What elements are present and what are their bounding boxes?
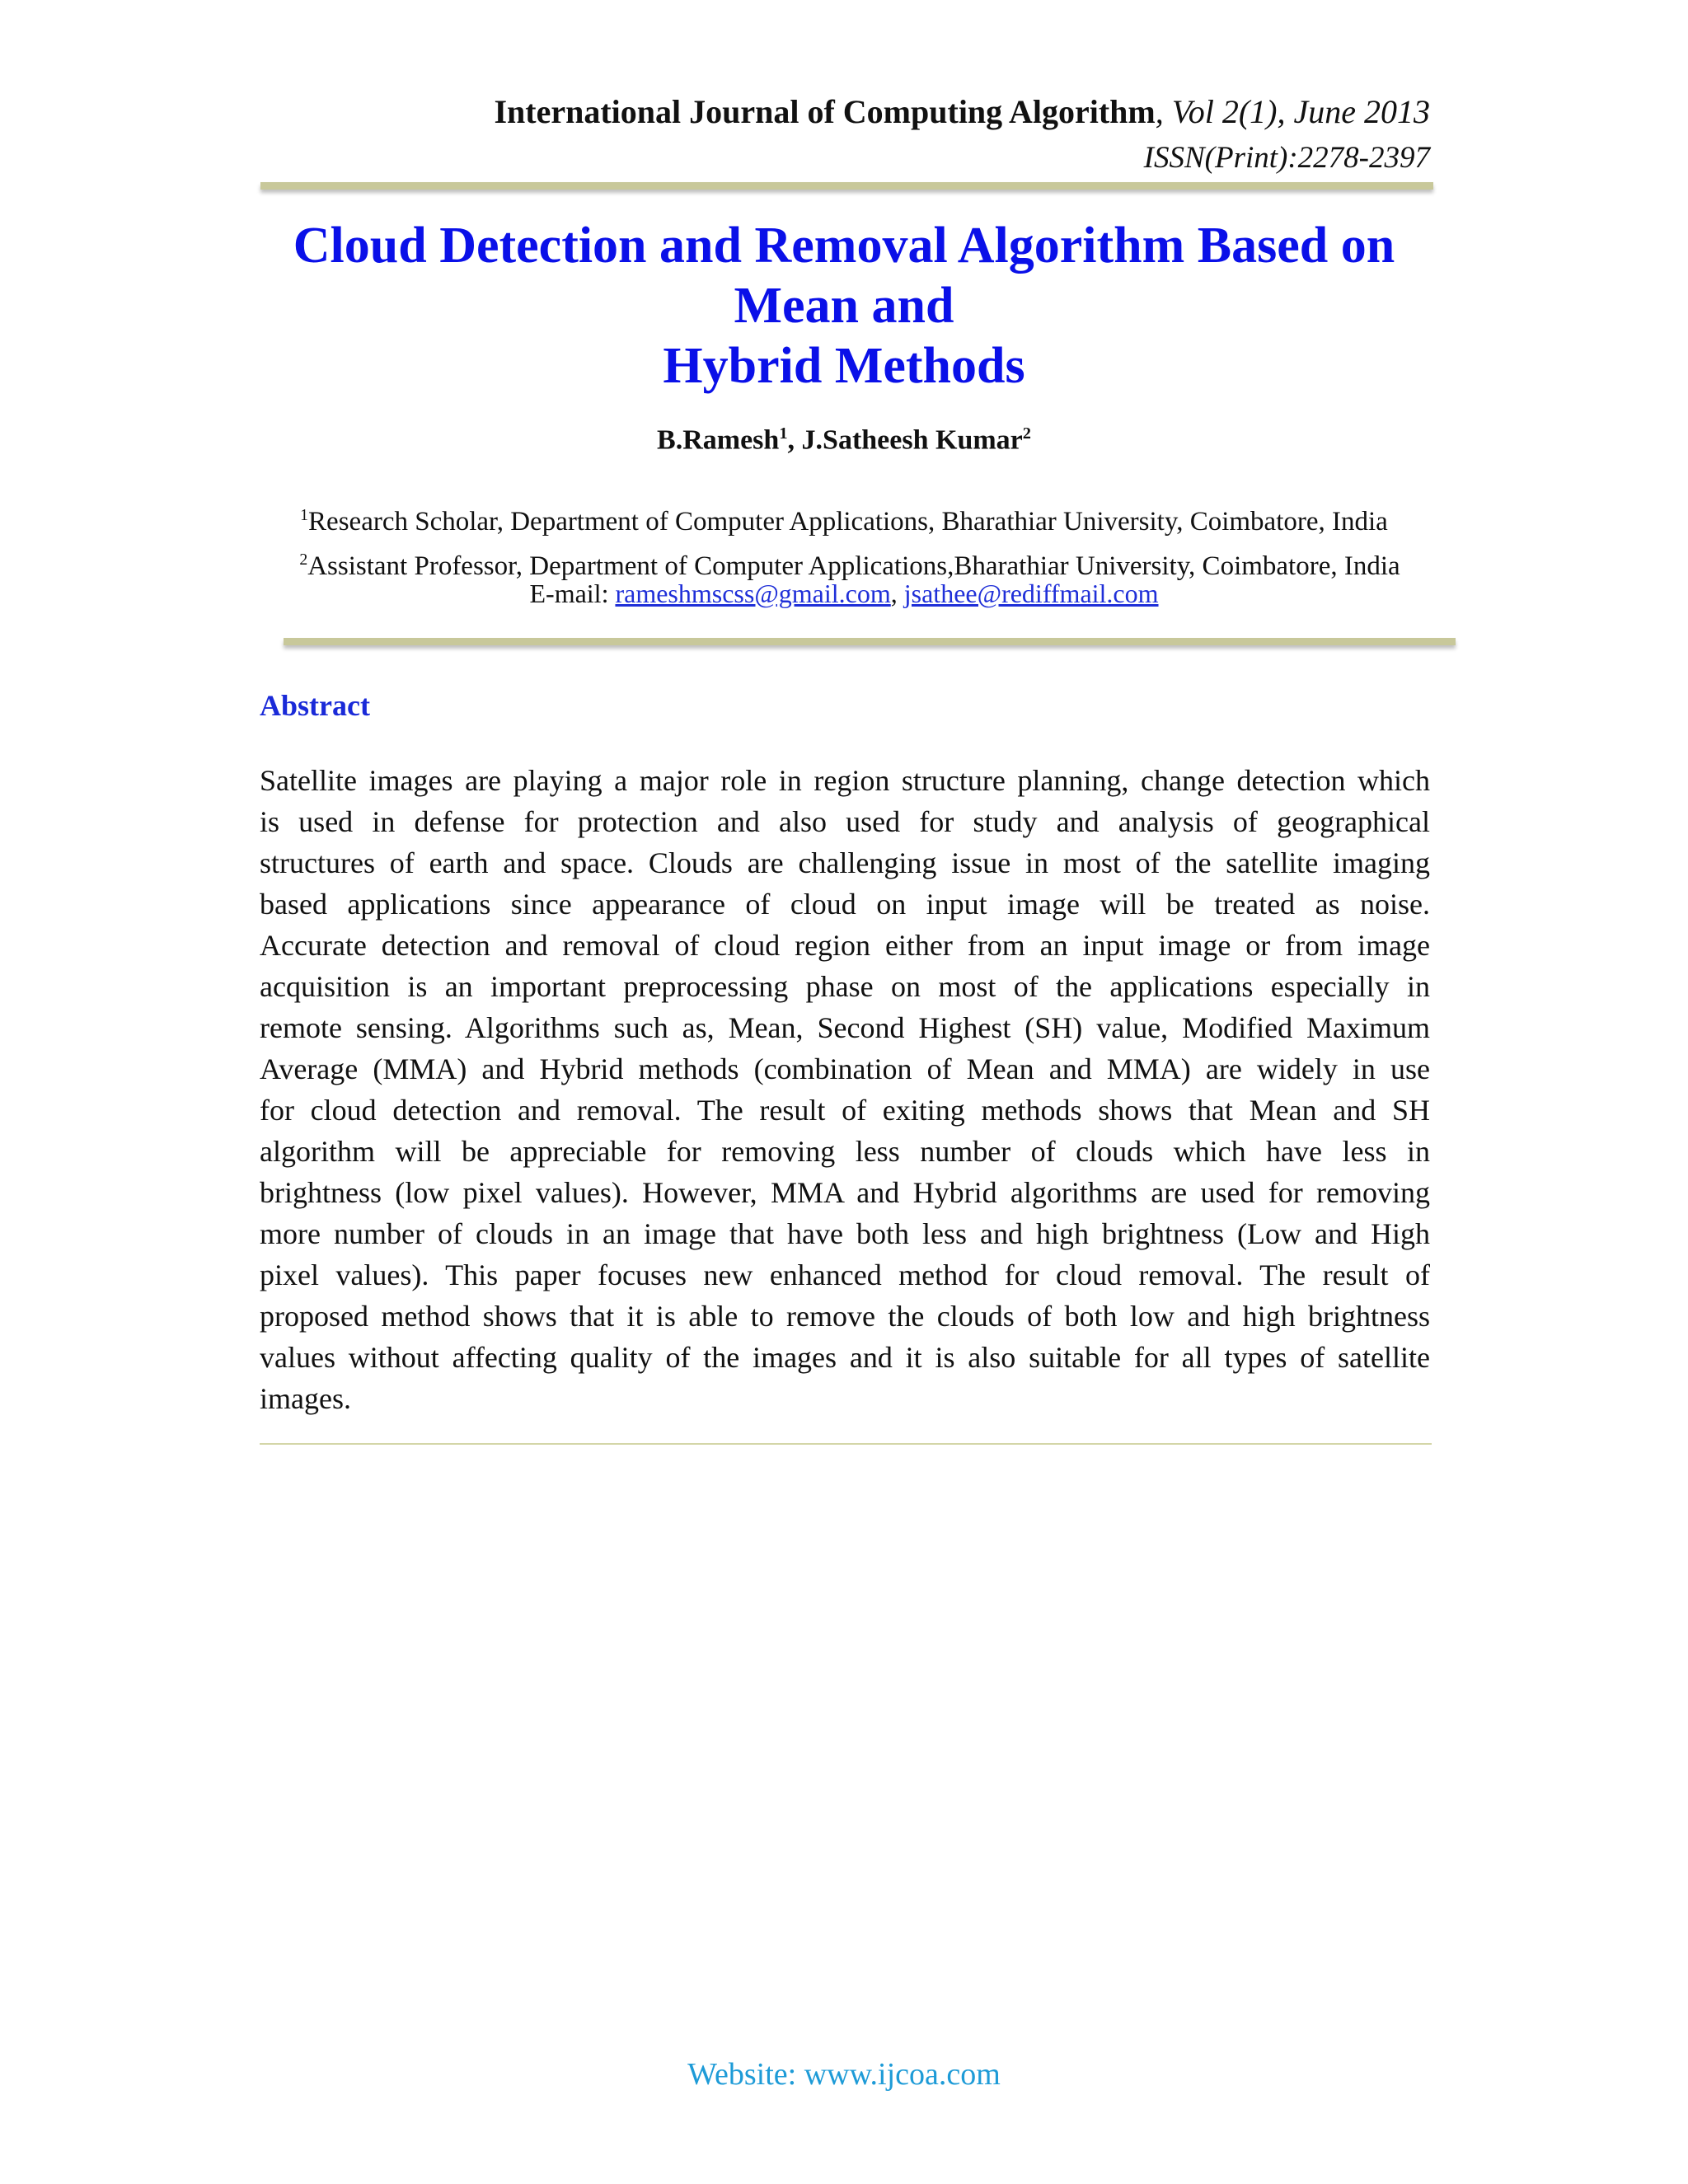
journal-name: International Journal of Computing Algorithm (494, 93, 1156, 130)
abstract-line: Average (MMA) and Hybrid methods (combination of Mean and MMA) are widely in use (260, 1052, 1430, 1085)
abstract-line: proposed method shows that it is able to remove the clouds of both low and high brightness (260, 1300, 1430, 1333)
journal-volume: , Vol 2(1), June 2013 (1155, 93, 1430, 130)
paper-title (0, 216, 1688, 396)
email-separator: , (890, 579, 904, 608)
abstract-line: brightness (low pixel values). However, MMA and Hybrid algorithms are used for removing (260, 1176, 1430, 1209)
affiliation-text: Research Scholar, Department of Computer Applications, Bharathiar University, Coimbatore, India (308, 507, 1388, 537)
email-link[interactable]: rameshmscss@gmail.com (615, 579, 891, 608)
journal-issn: ISSN(Print):2278-2397 (1143, 141, 1430, 175)
abstract-line: remote sensing. Algorithms such as, Mean, Second Highest (SH) value, Modified Maximum (260, 1011, 1430, 1044)
affiliation-divider (284, 638, 1456, 645)
abstract-line: Satellite images are playing a major role in region structure planning, change detection which (260, 764, 1430, 797)
abstract-line: Accurate detection and removal of cloud region either from an input image or from image (260, 929, 1430, 962)
author-name: B.Ramesh (657, 424, 780, 456)
abstract-line: values without affecting quality of the images and it is also suitable for all types of satellite (260, 1341, 1430, 1374)
title-line: Mean and (734, 278, 954, 334)
author-sup: 2 (1022, 424, 1031, 443)
abstract-line: structures of earth and space. Clouds are challenging issue in most of the satellite imaging (260, 846, 1430, 879)
abstract-line: more number of clouds in an image that have both less and high brightness (Low and High (260, 1217, 1430, 1250)
affiliation-sup: 2 (299, 551, 308, 569)
abstract-line: pixel values). This paper focuses new enhanced method for cloud removal. The result of (260, 1258, 1430, 1291)
email-link[interactable]: jsathee@rediffmail.com (903, 579, 1159, 608)
abstract-line: images. (260, 1382, 351, 1415)
author-name: J.Satheesh Kumar (801, 424, 1023, 456)
affiliation-text: Assistant Professor, Department of Computer Applications,Bharathiar University, Coimbatore, India (307, 551, 1400, 581)
abstract-heading: Abstract (260, 689, 370, 722)
abstract-line: for cloud detection and removal. The result of exiting methods shows that Mean and SH (260, 1094, 1430, 1127)
abstract-line: algorithm will be appreciable for removing less number of clouds which have less in (260, 1135, 1430, 1168)
email-label: E-mail: (529, 579, 616, 608)
title-line: Cloud Detection and Removal Algorithm Based on (293, 218, 1395, 274)
title-line: Hybrid Methods (663, 338, 1025, 394)
abstract-line: is used in defense for protection and also used for study and analysis of geographical (260, 805, 1430, 838)
header-divider (260, 182, 1433, 190)
authors (0, 424, 1688, 456)
affiliations (0, 496, 1688, 585)
affiliation-sup: 1 (300, 506, 309, 524)
affiliation (0, 496, 1688, 541)
journal-header (494, 92, 1430, 131)
abstract-line: based applications since appearance of cloud on input image will be treated as noise. (260, 888, 1430, 921)
abstract-divider (260, 1443, 1432, 1445)
author-sup: 1 (779, 424, 788, 443)
abstract-line: acquisition is an important preprocessing phase on most of the applications especially in (260, 970, 1430, 1003)
author-separator: , (787, 424, 802, 456)
footer-website[interactable]: Website: www.ijcoa.com (687, 2057, 1001, 2092)
abstract-body (260, 760, 1430, 1419)
email-line (0, 579, 1688, 609)
